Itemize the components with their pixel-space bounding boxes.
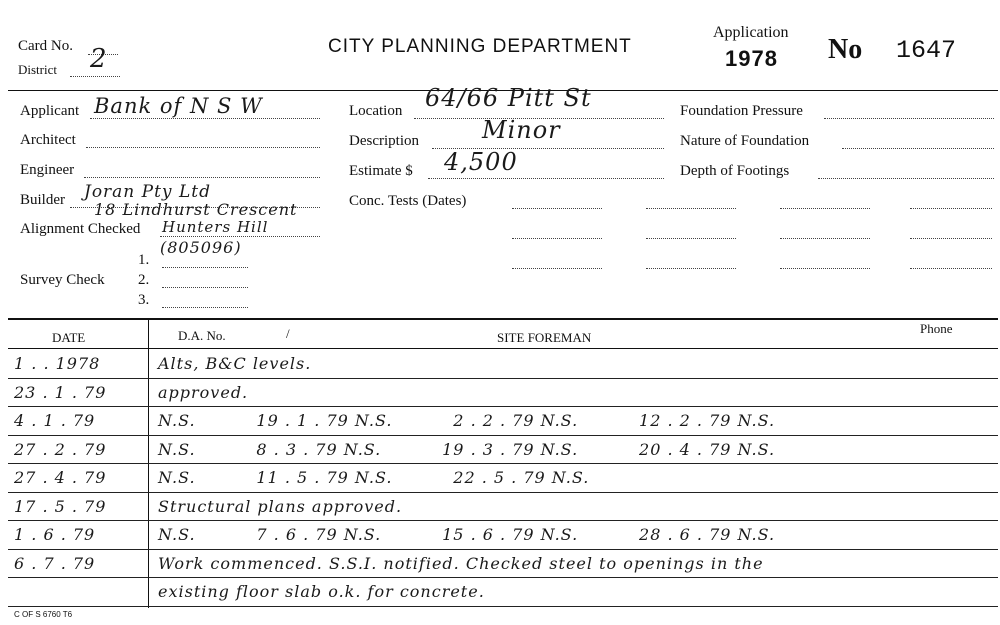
application-year: 1978 [725, 46, 778, 71]
alignment-line [160, 236, 320, 237]
survey-item-3: 3. [138, 292, 150, 308]
row-entry: N.S. 8 . 3 . 79 N.S. 19 . 3 . 79 N.S. 20 . 4 . 79 N.S. [158, 439, 776, 459]
alignment-value: Hunters Hill [162, 218, 269, 236]
conc-line-b1 [646, 208, 736, 209]
builder-address: 18 Lindhurst Crescent [94, 200, 298, 219]
conc-line-b3 [646, 268, 736, 269]
application-number: 1647 [896, 36, 957, 65]
row-entry: N.S. 11 . 5 . 79 N.S. 22 . 5 . 79 N.S. [158, 468, 590, 487]
survey-check-label: Survey Check [20, 272, 105, 288]
col-da-slash: / [286, 326, 290, 341]
location-value: 64/66 Pitt St [425, 84, 592, 112]
district-line [70, 76, 120, 77]
applicant-line [90, 118, 320, 119]
description-value: Minor [482, 116, 561, 144]
page-title: CITY PLANNING DEPARTMENT [328, 36, 632, 57]
builder-label: Builder [20, 192, 65, 208]
col-phone-header: Phone [920, 321, 953, 336]
table-row [8, 493, 998, 522]
survey-line-3 [162, 307, 248, 308]
conc-line-a3 [512, 268, 602, 269]
conc-line-d3 [910, 268, 992, 269]
table-row [8, 379, 998, 408]
table-row [8, 550, 998, 579]
row-date: 6 . 7 . 79 [14, 553, 96, 573]
architect-line [86, 147, 320, 148]
applicant-value: Bank of N S W [94, 94, 263, 118]
survey-item-2: 2. [138, 272, 150, 288]
col-foreman-header: SITE FOREMAN [497, 330, 592, 345]
conc-line-a1 [512, 208, 602, 209]
table-top-border [8, 318, 998, 320]
engineer-line [84, 177, 320, 178]
estimate-label: Estimate $ [349, 163, 413, 179]
table-row [8, 521, 998, 550]
conc-line-d2 [910, 238, 992, 239]
card-no-label: Card No. [18, 38, 73, 54]
row-entry: approved. [158, 382, 249, 402]
row-date: 27 . 2 . 79 [14, 439, 107, 459]
conc-line-c1 [780, 208, 870, 209]
description-label: Description [349, 133, 419, 149]
row-entry: Structural plans approved. [158, 496, 403, 516]
location-label: Location [349, 103, 403, 119]
col-date-header: DATE [52, 330, 86, 345]
depth-footings-line [818, 178, 994, 179]
alignment-label: Alignment Checked [20, 221, 141, 237]
number-label: No [828, 34, 863, 65]
row-entry: existing floor slab o.k. for concrete. [158, 582, 485, 601]
foundation-pressure-line [824, 118, 994, 119]
survey-line-2 [162, 287, 248, 288]
row-date: 1 . 6 . 79 [14, 525, 96, 544]
survey-item-1: 1. [138, 252, 150, 268]
row-entry: N.S. 7 . 6 . 79 N.S. 15 . 6 . 79 N.S. 28 . 6 . 79 N.S. [158, 525, 776, 544]
row-date: 1 . . 1978 [14, 354, 101, 373]
row-date: 17 . 5 . 79 [14, 496, 107, 516]
architect-label: Architect [20, 132, 76, 148]
table-row [8, 436, 998, 465]
estimate-line [428, 178, 664, 179]
row-entry: Work commenced. S.S.I. notified. Checked steel to openings in the [158, 553, 764, 573]
row-date: 27 . 4 . 79 [14, 468, 107, 487]
depth-footings-label: Depth of Footings [680, 163, 790, 179]
table-row [8, 578, 998, 607]
table-header-divider [8, 348, 998, 349]
conc-line-c3 [780, 268, 870, 269]
survey-line-1 [162, 267, 248, 268]
nature-foundation-line [842, 148, 994, 149]
conc-line-d1 [910, 208, 992, 209]
row-date: 23 . 1 . 79 [14, 382, 107, 402]
table-row [8, 407, 998, 436]
row-date: 4 . 1 . 79 [14, 411, 96, 430]
foundation-pressure-label: Foundation Pressure [680, 103, 803, 119]
conc-tests-label: Conc. Tests (Dates) [349, 193, 467, 209]
estimate-value: 4,500 [444, 148, 518, 176]
applicant-label: Applicant [20, 103, 80, 119]
district-value: 2 [90, 44, 108, 74]
alignment-phone: (805096) [160, 238, 242, 257]
engineer-label: Engineer [20, 162, 75, 178]
builder-value: Joran Pty Ltd [84, 182, 211, 202]
application-label: Application [713, 24, 789, 41]
form-code: C OF S 6760 T6 [14, 610, 73, 619]
col-da-header: D.A. No. [178, 328, 226, 343]
conc-line-c2 [780, 238, 870, 239]
table-row [8, 350, 998, 379]
conc-line-b2 [646, 238, 736, 239]
row-entry: N.S. 19 . 1 . 79 N.S. 2 . 2 . 79 N.S. 12 . 2 . 79 N.S. [158, 411, 776, 430]
nature-foundation-label: Nature of Foundation [680, 133, 810, 149]
row-rule [8, 606, 998, 607]
conc-line-a2 [512, 238, 602, 239]
district-label: District [18, 62, 57, 77]
table-row [8, 464, 998, 493]
row-entry: Alts, B&C levels. [158, 354, 312, 373]
